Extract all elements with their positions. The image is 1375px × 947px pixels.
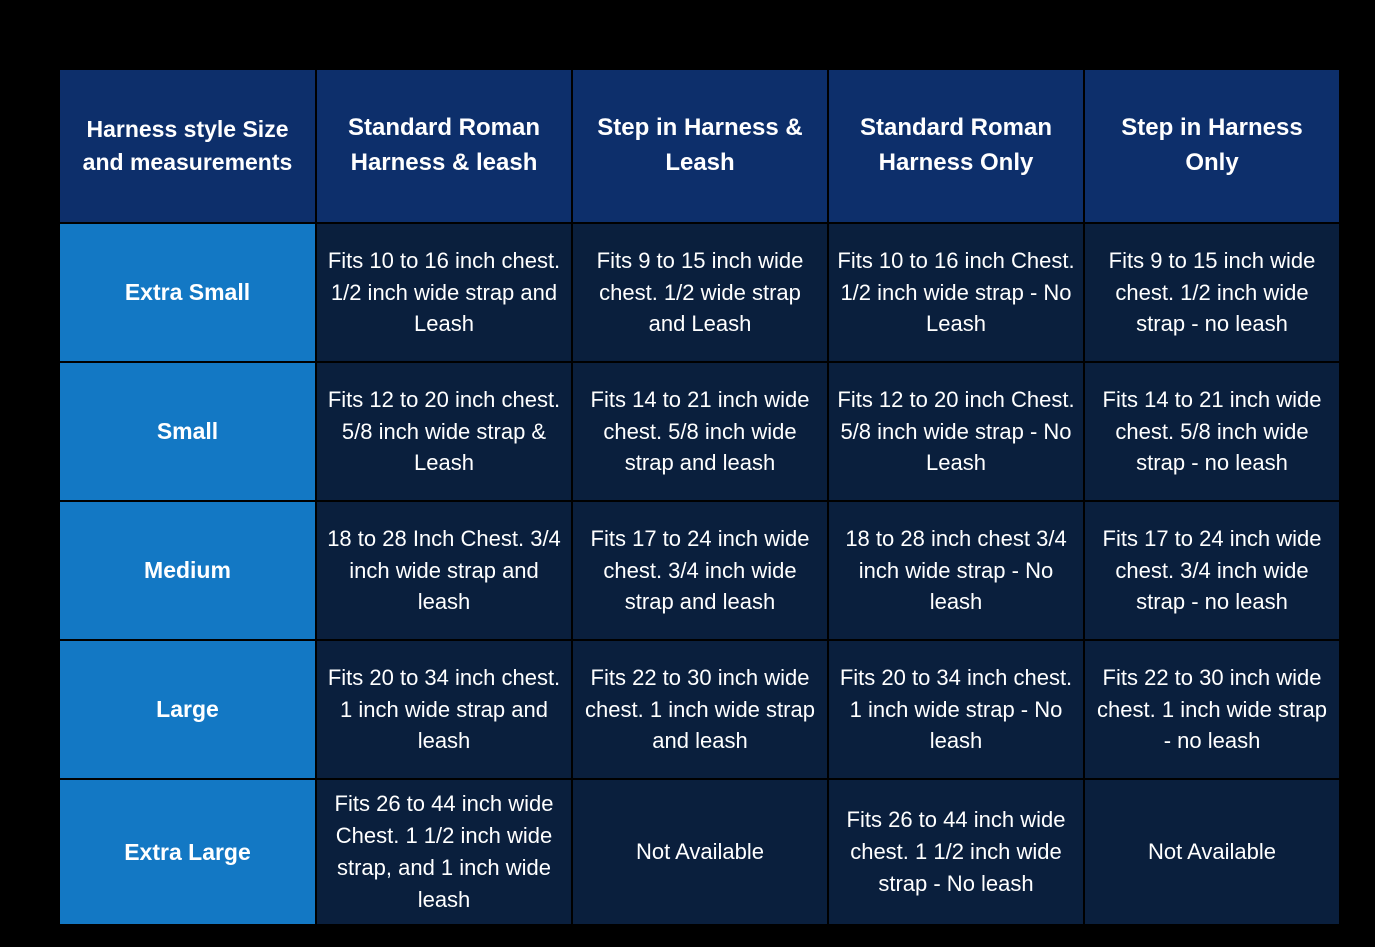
cell-l-standard-roman-leash: Fits 20 to 34 inch chest. 1 inch wide strap and leash xyxy=(316,640,572,779)
column-header-step-in-harness-only: Step in Harness Only xyxy=(1084,69,1340,223)
cell-s-step-in-only: Fits 14 to 21 inch wide chest. 5/8 inch wide strap - no leash xyxy=(1084,362,1340,501)
column-header-standard-roman-harness-leash: Standard Roman Harness & leash xyxy=(316,69,572,223)
table-row xyxy=(59,362,1340,501)
cell-xl-standard-roman-leash: Fits 26 to 44 inch wide Chest. 1 1/2 inch wide strap, and 1 inch wide leash xyxy=(316,779,572,925)
row-header-small: Small xyxy=(59,362,316,501)
row-header-medium: Medium xyxy=(59,501,316,640)
cell-xs-standard-roman-only: Fits 10 to 16 inch Chest. 1/2 inch wide strap - No Leash xyxy=(828,223,1084,362)
cell-s-standard-roman-leash: Fits 12 to 20 inch chest. 5/8 inch wide strap & Leash xyxy=(316,362,572,501)
column-header-size: Harness style Size and measurements xyxy=(59,69,316,223)
row-header-large: Large xyxy=(59,640,316,779)
cell-l-standard-roman-only: Fits 20 to 34 inch chest. 1 inch wide strap - No leash xyxy=(828,640,1084,779)
cell-xs-step-in-leash: Fits 9 to 15 inch wide chest. 1/2 wide strap and Leash xyxy=(572,223,828,362)
cell-xl-standard-roman-only: Fits 26 to 44 inch wide chest. 1 1/2 inch wide strap - No leash xyxy=(828,779,1084,925)
cell-xl-step-in-only: Not Available xyxy=(1084,779,1340,925)
table-row xyxy=(59,779,1340,925)
cell-s-standard-roman-only: Fits 12 to 20 inch Chest. 5/8 inch wide strap - No Leash xyxy=(828,362,1084,501)
column-header-step-in-harness-leash: Step in Harness & Leash xyxy=(572,69,828,223)
table-row xyxy=(59,501,1340,640)
cell-xs-step-in-only: Fits 9 to 15 inch wide chest. 1/2 inch wide strap - no leash xyxy=(1084,223,1340,362)
cell-m-step-in-only: Fits 17 to 24 inch wide chest. 3/4 inch wide strap - no leash xyxy=(1084,501,1340,640)
cell-m-standard-roman-leash: 18 to 28 Inch Chest. 3/4 inch wide strap and leash xyxy=(316,501,572,640)
cell-xl-step-in-leash: Not Available xyxy=(572,779,828,925)
row-header-extra-small: Extra Small xyxy=(59,223,316,362)
table-row xyxy=(59,640,1340,779)
table-header xyxy=(59,69,1340,223)
cell-l-step-in-leash: Fits 22 to 30 inch wide chest. 1 inch wide strap and leash xyxy=(572,640,828,779)
header-row xyxy=(59,69,1340,223)
cell-s-step-in-leash: Fits 14 to 21 inch wide chest. 5/8 inch wide strap and leash xyxy=(572,362,828,501)
table-body xyxy=(59,223,1340,925)
cell-l-step-in-only: Fits 22 to 30 inch wide chest. 1 inch wide strap - no leash xyxy=(1084,640,1340,779)
row-header-extra-large: Extra Large xyxy=(59,779,316,925)
column-header-standard-roman-harness-only: Standard Roman Harness Only xyxy=(828,69,1084,223)
cell-m-step-in-leash: Fits 17 to 24 inch wide chest. 3/4 inch wide strap and leash xyxy=(572,501,828,640)
harness-size-chart xyxy=(58,68,1341,926)
table-row xyxy=(59,223,1340,362)
cell-m-standard-roman-only: 18 to 28 inch chest 3/4 inch wide strap - No leash xyxy=(828,501,1084,640)
cell-xs-standard-roman-leash: Fits 10 to 16 inch chest. 1/2 inch wide strap and Leash xyxy=(316,223,572,362)
